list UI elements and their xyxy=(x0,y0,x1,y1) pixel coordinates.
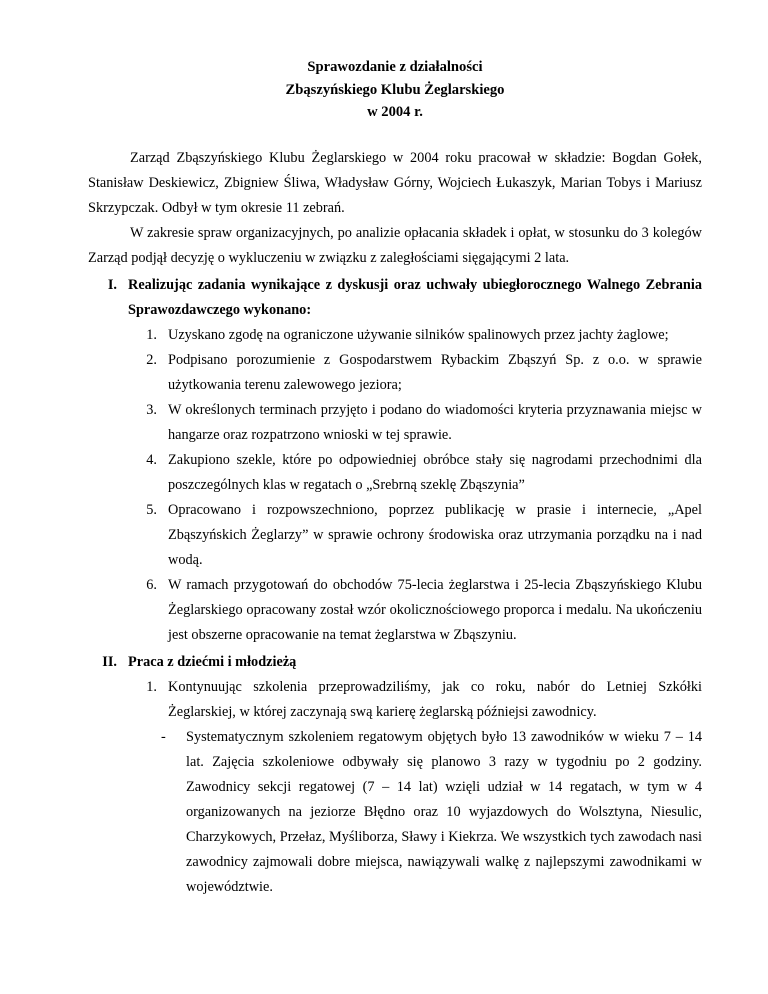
list-item-text: Podpisano porozumienie z Gospodarstwem Rybackim Zbąszyń Sp. z o.o. w sprawie użytkowania terenu zalewowego jeziora; xyxy=(168,351,702,393)
title-line-3: w 2004 r. xyxy=(367,104,423,121)
list-item-text: Opracowano i rozpowszechniono, poprzez publikację w prasie i internecie, „Apel Zbąszyńskich Żeglarzy” w sprawie ochrony środowiska oraz utrzymania porządku na i nad wodą. xyxy=(168,502,702,569)
list-item-text: W ramach przygotowań do obchodów 75-lecia żeglarstwa i 25-lecia Zbąszyńskiego Klubu Żeglarskiego opracowany został wzór okolicznościowego proporca i medalu. Na ukończeniu jest obszerne opracowanie na temat żeglarstwa w Zbąszyniu. xyxy=(168,577,702,644)
list-item xyxy=(128,323,702,348)
list-item-marker: 1. xyxy=(146,679,157,696)
list-item-marker: 1. xyxy=(146,326,157,343)
section-heading-2 xyxy=(88,650,702,675)
list-item-marker: 4. xyxy=(146,452,157,469)
sub-list-item-marker: - xyxy=(161,729,166,746)
list-item-text: Uzyskano zgodę na ograniczone używanie silników spalinowych przez jachty żaglowe; xyxy=(168,326,669,343)
list-item-marker: 6. xyxy=(146,577,157,594)
list-item-marker: 2. xyxy=(146,351,157,368)
list-item xyxy=(128,573,702,648)
section-heading-text: Praca z dziećmi i młodzieżą xyxy=(128,654,297,671)
section-heading-text: Realizując zadania wynikające z dyskusji oraz uchwały ubiegłorocznego Walnego Zebrania Sprawozdawczego wykonano: xyxy=(128,276,702,318)
list-item-marker: 3. xyxy=(146,401,157,418)
section-2-items xyxy=(128,675,702,900)
list-item-text: W określonych terminach przyjęto i podano do wiadomości kryteria przyznawania miejsc w hangarze oraz rozpatrzono wnioski w tej sprawie. xyxy=(168,401,702,443)
section-list xyxy=(88,273,702,900)
list-item-marker: 5. xyxy=(146,502,157,519)
title-line-1: Sprawozdanie z działalności xyxy=(307,59,483,75)
intro-paragraph-2: W zakresie spraw organizacyjnych, po analizie opłacania składek i opłat, w stosunku do 3 kolegów Zarząd podjął decyzję o wykluczeniu w związku z zaległościami sięgającymi 2 lata. xyxy=(88,224,702,266)
list-item xyxy=(128,448,702,498)
sub-list-item-text: Systematycznym szkoleniem regatowym objętych było 13 zawodników w wieku 7 – 14 lat. Zajęcia szkoleniowe odbywały się planowo 3 razy w tygodniu po 2 godziny. Zawodnicy sekcji regatowej (7 – 14 lat) wzięli udział w 14 regatach, w tym w 4 organizowanych na jeziorze Błędno oraz 10 wyjazdowych do Wolsztyna, Niesulic, Charzykowych, Przełaz, Myśliborza, Sławy i Kiekrza. We wszystkich tych zawodach nasi zawodnicy zajmowali dobre miejsca, nawiązywali walkę z najlepszymi zawodnikami w województwie. xyxy=(186,729,702,896)
section-marker: I. xyxy=(107,276,117,293)
list-item xyxy=(128,348,702,398)
list-item xyxy=(128,675,702,725)
sub-list-item xyxy=(161,725,702,900)
section-marker: II. xyxy=(102,654,117,671)
section-heading-1 xyxy=(88,273,702,323)
page-title xyxy=(88,56,702,124)
section-1-items xyxy=(128,323,702,648)
list-item-text: Zakupiono szekle, które po odpowiedniej obróbce stały się nagrodami przechodnimi dla poszczególnych klas w regatach o „Srebrną szeklę Zbąszynia” xyxy=(168,452,702,494)
intro-paragraph-1: Zarząd Zbąszyńskiego Klubu Żeglarskiego w 2004 roku pracował w składzie: Bogdan Gołek, Stanisław Deskiewicz, Zbigniew Śliwa, Władysław Górny, Wojciech Łukaszyk, Marian Tobys i Mariusz Skrzypczak. Odbył w tym okresie 11 zebrań. xyxy=(88,149,702,216)
title-line-2: Zbąszyńskiego Klubu Żeglarskiego xyxy=(285,81,505,98)
list-item xyxy=(128,498,702,573)
list-item xyxy=(128,398,702,448)
list-item-text: Kontynuując szkolenia przeprowadziliśmy, jak co roku, nabór do Letniej Szkółki Żeglarskiej, w której zaczynają swą karierę żeglarską późniejsi zawodnicy. xyxy=(168,679,702,721)
